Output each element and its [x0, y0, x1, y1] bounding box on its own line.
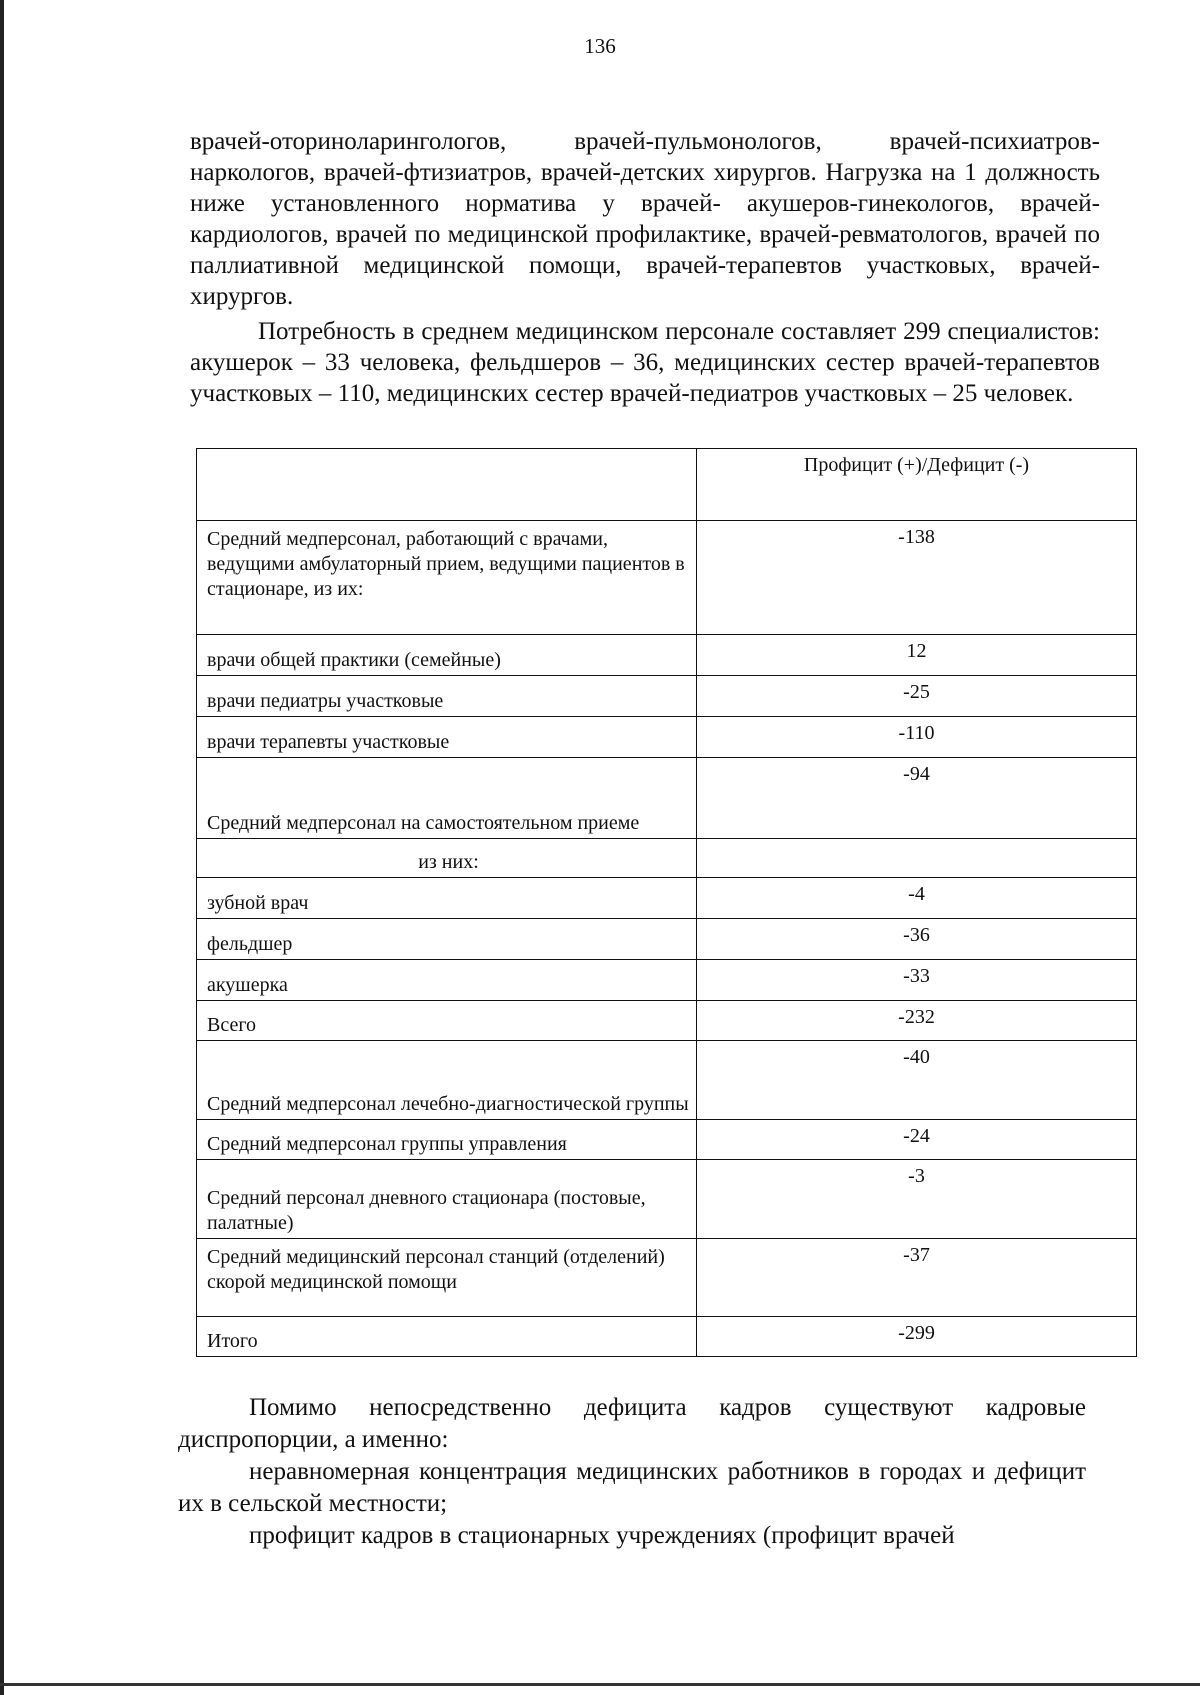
- row-label: Всего: [197, 1001, 697, 1041]
- table-row: [197, 919, 1137, 960]
- table-header-row: [197, 449, 1137, 521]
- table-row: [197, 839, 1137, 878]
- paragraph-1: врачей-оториноларингологов, врачей-пульмонологов, врачей-психиатров-наркологов, врачей-фтизиатров, врачей-детских хирургов. Нагрузка на 1 должность ниже установленного норматива у врачей- акушеров-гинекологов, врачей-кардиологов, врачей по медицинской профилактике, врачей-ревматологов, врачей по паллиативной медицинской помощи, врачей-терапевтов участковых, врачей-хирургов.: [190, 128, 1100, 310]
- row-value: -33: [697, 960, 1137, 1001]
- row-value: -110: [697, 717, 1137, 758]
- row-label: Средний медперсонал лечебно-диагностической группы: [197, 1041, 697, 1120]
- row-value: -40: [697, 1041, 1137, 1120]
- scan-edge-left: [0, 0, 4, 1695]
- page-number: 136: [584, 34, 616, 58]
- row-value: -25: [697, 676, 1137, 717]
- row-label: Средний персонал дневного стационара (постовые, палатные): [197, 1160, 697, 1239]
- paragraph-5: профицит кадров в стационарных учреждениях (профицит врачей: [249, 1522, 955, 1549]
- row-label: Средний медперсонал на самостоятельном приеме: [197, 758, 697, 839]
- paragraph-4: неравномерная концентрация медицинских работников в городах и дефицит их в сельской местности;: [178, 1458, 1086, 1517]
- row-label: фельдшер: [197, 919, 697, 960]
- table-row: [197, 960, 1137, 1001]
- table-row: [197, 676, 1137, 717]
- row-label: Средний медперсонал группы управления: [197, 1120, 697, 1160]
- row-label: Средний медперсонал, работающий с врачами, ведущими амбулаторный прием, ведущими пациентов в стационаре, из их:: [197, 521, 697, 635]
- row-value: -36: [697, 919, 1137, 960]
- row-value: 12: [697, 635, 1137, 676]
- paragraph-3: Помимо непосредственно дефицита кадров существуют кадровые диспропорции, а именно:: [178, 1394, 1086, 1453]
- row-value: -232: [697, 1001, 1137, 1041]
- row-value: -37: [697, 1239, 1137, 1317]
- table-row: [197, 1317, 1137, 1357]
- table-row: [197, 1120, 1137, 1160]
- scan-edge-bottom: [0, 1683, 1200, 1686]
- row-value: [697, 839, 1137, 878]
- table-row: [197, 717, 1137, 758]
- table-row: [197, 758, 1137, 839]
- row-value: -24: [697, 1120, 1137, 1160]
- row-value: -94: [697, 758, 1137, 839]
- paragraph-2: Потребность в среднем медицинском персонале составляет 299 специалистов: акушерок – 33 человека, фельдшеров – 36, медицинских сестер врачей-терапевтов участковых – 110, медицинских сестер врачей-педиатров участковых – 25 человек.: [190, 318, 1100, 407]
- table-row: [197, 1041, 1137, 1120]
- table-row: [197, 635, 1137, 676]
- row-value: -299: [697, 1317, 1137, 1357]
- table-row: [197, 1239, 1137, 1317]
- table-row: [197, 878, 1137, 919]
- row-label: из них:: [197, 839, 697, 878]
- row-label: зубной врач: [197, 878, 697, 919]
- row-label: акушерка: [197, 960, 697, 1001]
- table-row: [197, 521, 1137, 635]
- row-label: врачи педиатры участковые: [197, 676, 697, 717]
- row-value: -4: [697, 878, 1137, 919]
- row-label: врачи общей практики (семейные): [197, 635, 697, 676]
- row-value: -3: [697, 1160, 1137, 1239]
- row-value: -138: [697, 521, 1137, 635]
- row-label: Итого: [197, 1317, 697, 1357]
- table-row: [197, 1160, 1137, 1239]
- row-label: Средний медицинский персонал станций (отделений) скорой медицинской помощи: [197, 1239, 697, 1317]
- table-header-empty-cell: [197, 449, 697, 521]
- table-row: [197, 1001, 1137, 1041]
- table-header-cell: Профицит (+)/Дефицит (-): [697, 449, 1137, 521]
- row-label: врачи терапевты участковые: [197, 717, 697, 758]
- deficit-table: [196, 448, 1137, 1357]
